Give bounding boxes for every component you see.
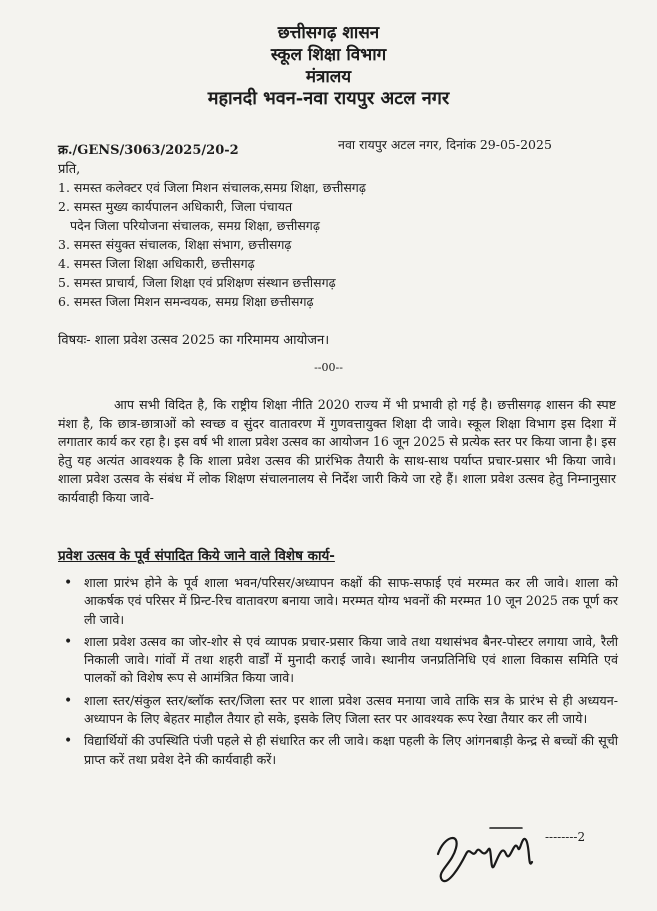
to-label: प्रति, — [58, 162, 81, 177]
recipient-item: 1. समस्त कलेक्टर एवं जिला मिशन संचालक,समग्र शिक्षा, छत्तीसगढ़ — [58, 180, 366, 195]
recipient-item: पदेन जिला परियोजना संचालक, समग्र शिक्षा, छत्तीसगढ़ — [70, 218, 320, 233]
header-address: महानदी भवन-नवा रायपुर अटल नगर — [207, 88, 450, 109]
recipient-item: 3. समस्त संयुक्त संचालक, शिक्षा संभाग, छत्तीसगढ़ — [58, 237, 292, 252]
list-item — [58, 692, 618, 729]
section-title: प्रवेश उत्सव के पूर्व संपादित किये जाने वाले विशेष कार्य- — [58, 548, 335, 564]
bullet-icon: • — [64, 633, 73, 650]
recipient-item: 5. समस्त प्राचार्य, जिला शिक्षा एवं प्रशिक्षण संस्थान छत्तीसगढ़ — [58, 275, 336, 290]
recipient-item: 2. समस्त मुख्य कार्यपालन अधिकारी, जिला पंचायत — [58, 199, 293, 214]
header-ministry: मंत्रालय — [305, 67, 352, 87]
header-department: स्कूल शिक्षा विभाग — [270, 45, 387, 65]
bullet-icon: • — [64, 692, 73, 709]
list-item — [58, 574, 618, 629]
subject-line: विषयः- शाला प्रवेश उत्सव 2025 का गरिमामय आयोजन। — [58, 333, 330, 348]
list-item-text: शाला स्तर/संकुल स्तर/ब्लॉक स्तर/जिला स्तर पर शाला प्रवेश उत्सव मनाया जावे ताकि सत्र के प्रारंभ से ही अध्ययन-अध्यापन के लिए बेहतर माहौल तैयार हो सके, इसके लिए जिला स्तर पर आवश्यक रूप रेखा तैयार कर ली जाये। — [84, 692, 618, 727]
letter-date: नवा रायपुर अटल नगर, दिनांक 29-05-2025 — [338, 137, 552, 152]
intro-paragraph: आप सभी विदित है, कि राष्ट्रीय शिक्षा नीति 2020 राज्य में भी प्रभावी हो गई है। छत्तीसगढ़ शासन की स्पष्ट मंशा है, कि छात्र-छात्राओं को स्वच्छ व सुंदर वातावरण में गुणवत्तायुक्त शिक्षा दी जावे। स्कूल शिक्षा विभाग इस दिशा में लगातार कार्य कर रहा है। इस वर्ष भी शाला प्रवेश उत्सव का आयोजन 16 जून 2025 से प्रत्येक स्तर पर किया जाना है। इस हेतु यह अत्यंत आवश्यक है कि शाला प्रवेश उत्सव की प्रारंभिक तैयारी के साथ-साथ पर्याप्त प्रचार-प्रसार भी किया जावे। शाला प्रवेश उत्सव के संबंध में लोक शिक्षण संचालनालय से निर्देश जारी किये जा रहे हैं। शाला प्रवेश उत्सव हेतु निम्नानुसार कार्यवाही किया जावे- — [58, 397, 616, 505]
letter-header — [0, 22, 657, 110]
signature-icon — [430, 814, 570, 894]
page-continuation: --------2 — [545, 830, 586, 844]
bullet-icon: • — [64, 575, 73, 591]
list-item-text: शाला प्रारंभ होने के पूर्व शाला भवन/परिसर/अध्यापन कक्षों की साफ-सफाई एवं मरम्मत कर ली जावे। शाला को आकर्षक एवं परिसर में प्रिन्ट-रिच वातावरण बनाया जावे। मरम्मत योग्य भवनों की मरम्मत 10 जून 2025 तक पूर्ण कर ली जावे। — [84, 575, 618, 627]
recipient-item: 6. समस्त जिला मिशन समन्वयक, समग्र शिक्षा छत्तीसगढ़ — [58, 294, 314, 309]
header-government: छत्तीसगढ़ शासन — [277, 23, 380, 43]
task-list — [58, 574, 618, 773]
bullet-icon: • — [64, 733, 73, 750]
list-item-text: विद्यार्थियों की उपस्थिति पंजी पहले से ही संधारित कर ली जावे। कक्षा पहली के लिए आंगनबाड़ी केन्द्र से बच्चों की सूची प्राप्त करें तथा प्रवेश देने की कार्यवाही करें। — [84, 733, 618, 767]
separator: --00-- — [314, 361, 343, 374]
list-item — [58, 633, 618, 688]
recipient-list — [58, 178, 618, 311]
list-item — [58, 732, 618, 769]
reference-number: क्र./GENS/3063/2025/20-2 — [58, 143, 239, 158]
list-item-text: शाला प्रवेश उत्सव का जोर-शोर से एवं व्यापक प्रचार-प्रसार किया जावे तथा यथासंभव बैनर-पोस्टर लगाया जावे, रैली निकाली जावे। गांवों में तथा शहरी वार्डों में मुनादी कराई जावे। स्थानीय जनप्रतिनिधि एवं शाला विकास समिति एवं पालकों को विशेष रूप से आमंत्रित किया जावे। — [84, 633, 618, 686]
recipient-item: 4. समस्त जिला शिक्षा अधिकारी, छत्तीसगढ़ — [58, 256, 255, 271]
